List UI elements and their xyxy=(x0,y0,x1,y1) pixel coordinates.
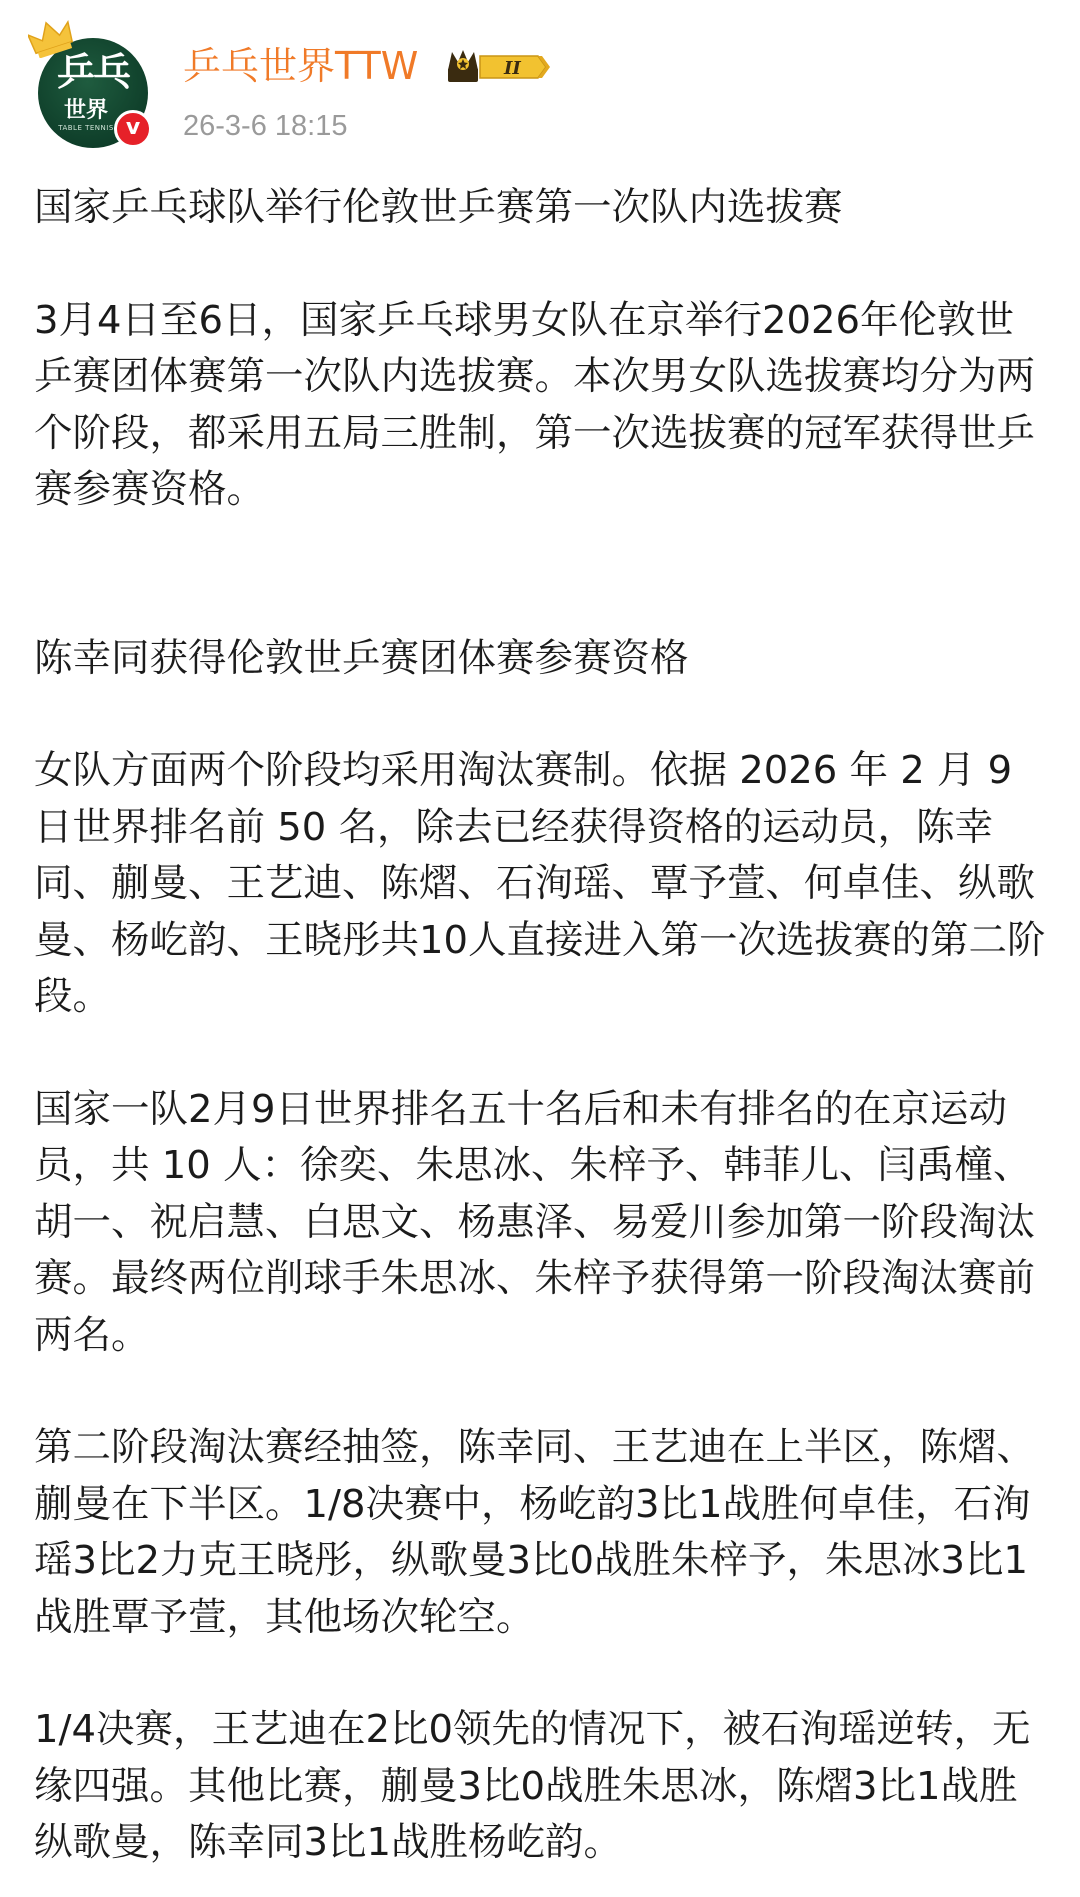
paragraph-women-format: 女队方面两个阶段均采用淘汰赛制。依据 2026 年 2 月 9 日世界排名前 50 名，除去已经获得资格的运动员，陈幸同、蒯曼、王艺迪、陈熠、石洵瑶、覃予萱、何卓佳、纵歌曼、杨屹韵、王晓彤共10人直接进入第一次选拔赛的第二阶段。 xyxy=(34,748,1046,1019)
author-avatar-container[interactable] xyxy=(28,18,158,148)
section-heading: 陈幸同获得伦敦世乒赛团体赛参赛资格 xyxy=(34,635,689,681)
post-title: 国家乒乓球队举行伦敦世乒赛第一次队内选拔赛 xyxy=(34,185,843,230)
avatar-logo-subtext: 世界 xyxy=(63,97,108,123)
avatar-logo-text: 乒乓 xyxy=(56,49,129,94)
author-name[interactable]: 乒乓世界TTW xyxy=(183,44,419,88)
post-body xyxy=(34,180,1052,1872)
paragraph-quarterfinal: 1/4决赛，王艺迪在2比0领先的情况下，被石洵瑶逆转，无缘四强。其他比赛，蒯曼3比0战胜朱思冰，陈熠3比1战胜纵歌曼，陈幸同3比1战胜杨屹韵。 xyxy=(34,1707,1031,1865)
avatar-logo-caption: TABLE TENNIS xyxy=(58,124,114,132)
post-timestamp: 26-3-6 18:15 xyxy=(183,110,348,142)
verified-icon: v xyxy=(114,110,152,148)
paragraph-intro: 3月4日至6日，国家乒乓球男女队在京举行2026年伦敦世乒赛团体赛第一次队内选拔赛。本次男女队选拔赛均分为两个阶段，都采用五局三胜制，第一次选拔赛的冠军获得世乒赛参赛资格。 xyxy=(34,297,1036,512)
crown-icon xyxy=(28,18,74,58)
vip-badge-icon[interactable] xyxy=(446,46,552,88)
post-header xyxy=(0,0,1080,170)
paragraph-first-stage: 国家一队2月9日世界排名五十名后和未有排名的在京运动员，共 10 人：徐奕、朱思冰、朱梓予、韩菲儿、闫禹橦、胡一、祝启慧、白思文、杨惠泽、易爱川参加第一阶段淘汰赛。最终两位削球手朱思冰、朱梓予获得第一阶段淘汰赛前两名。 xyxy=(34,1086,1036,1358)
paragraph-second-stage: 第二阶段淘汰赛经抽签，陈幸同、王艺迪在上半区，陈熠、蒯曼在下半区。1/8决赛中，杨屹韵3比1战胜何卓佳，石洵瑶3比2力克王晓彤，纵歌曼3比0战胜朱梓予，朱思冰3比1战胜覃予萱，其他场次轮空。 xyxy=(34,1425,1036,1640)
vip-level-text: II xyxy=(504,58,521,79)
